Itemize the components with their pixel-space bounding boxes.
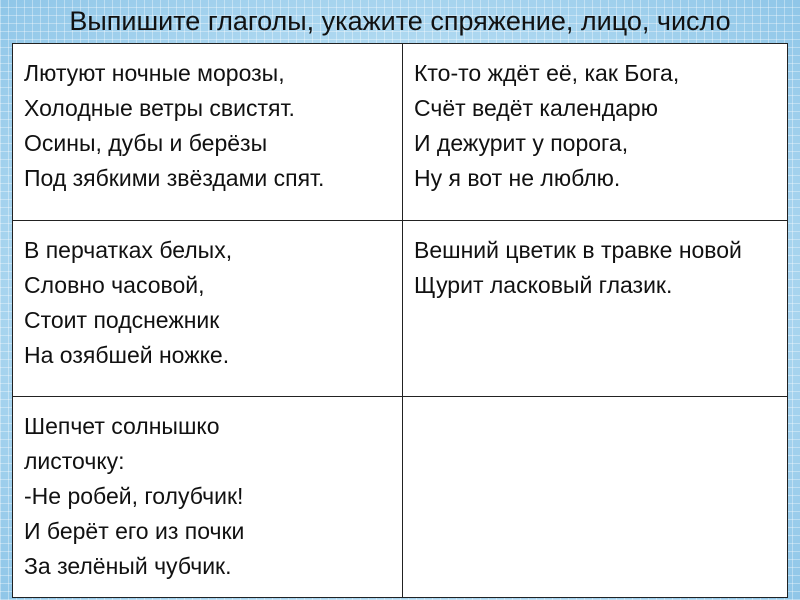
poem-line: Вешний цветик в травке новой xyxy=(414,237,742,263)
table-row xyxy=(13,221,788,397)
poem-cell-r3c1 xyxy=(13,397,403,598)
poem-cell-r3c2-empty xyxy=(403,397,788,598)
poem-line: На озябшей ножке. xyxy=(24,342,230,368)
poem-table xyxy=(12,43,788,598)
table-row xyxy=(13,397,788,598)
poem-line: Холодные ветры свистят. xyxy=(24,95,295,121)
poem-line: Шепчет солнышко листочку: xyxy=(24,413,220,474)
poem-line: Щурит ласковый глазик. xyxy=(414,272,673,298)
poem-line: Под зябкими звёздами спят. xyxy=(24,165,325,191)
table-row xyxy=(13,44,788,221)
poem-cell-r2c2 xyxy=(403,221,788,397)
poem-line: Счёт ведёт календарю xyxy=(414,95,658,121)
poem-line: В перчатках белых, xyxy=(24,237,233,263)
poem-line: Словно часовой, xyxy=(24,272,205,298)
poem-line: И дежурит у порога, xyxy=(414,130,629,156)
page-title: Выпишите глаголы, укажите спряжение, лицо, число xyxy=(69,6,731,36)
poem-line: И берёт его из почки xyxy=(24,518,245,544)
poem-line: Осины, дубы и берёзы xyxy=(24,130,268,156)
poem-cell-r2c1 xyxy=(13,221,403,397)
poem-cell-r1c2 xyxy=(403,44,788,221)
poem-line: Ну я вот не люблю. xyxy=(414,165,621,191)
poem-cell-r1c1 xyxy=(13,44,403,221)
poem-line: Стоит подснежник xyxy=(24,307,220,333)
poem-line: -Не робей, голубчик! xyxy=(24,483,244,509)
poem-line: За зелёный чубчик. xyxy=(24,553,232,579)
poem-line: Лютуют ночные морозы, xyxy=(24,60,285,86)
poem-line: Кто-то ждёт её, как Бога, xyxy=(414,60,680,86)
